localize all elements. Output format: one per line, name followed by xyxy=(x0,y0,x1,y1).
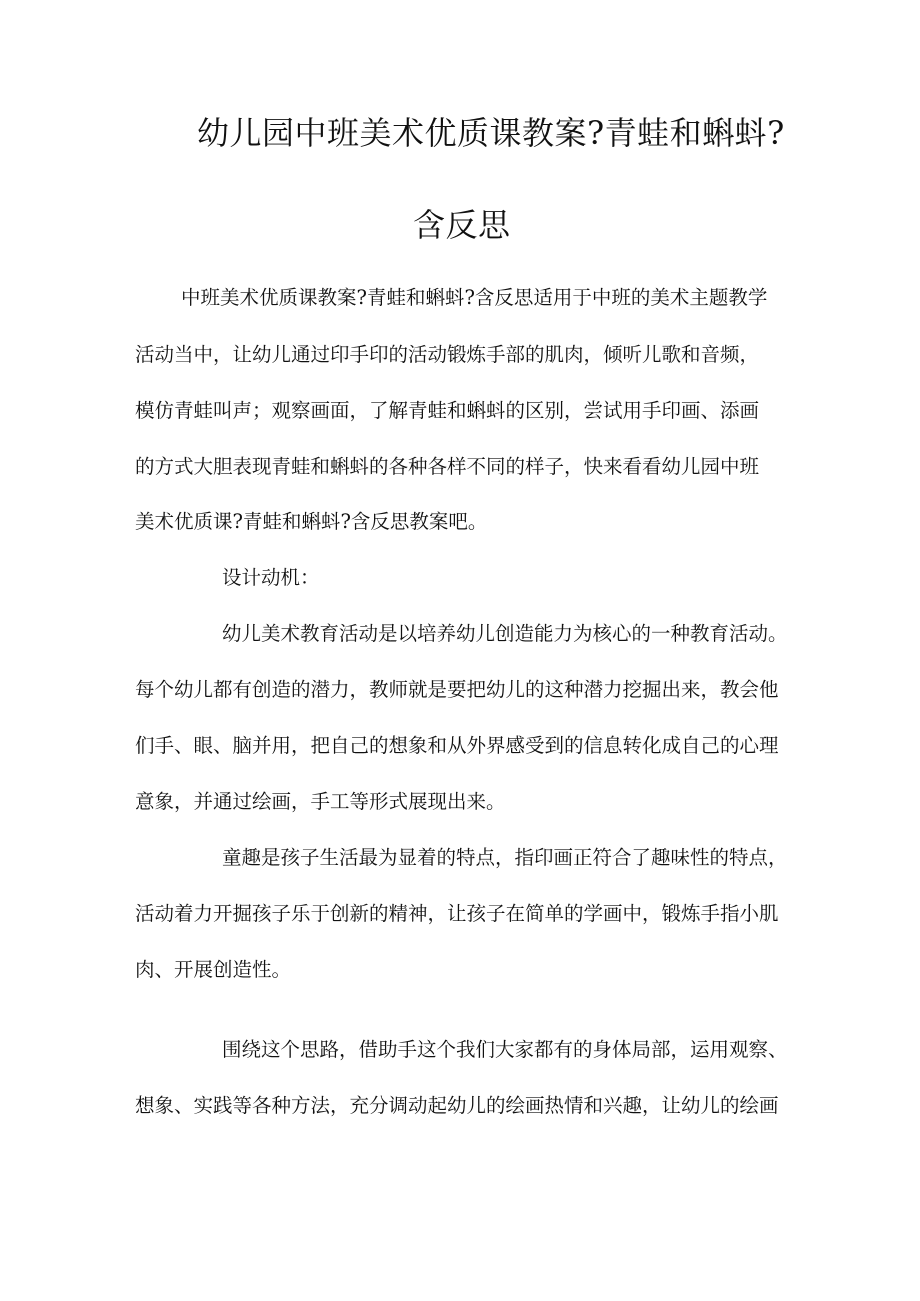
intro-line-2: 活动当中，让幼儿通过印手印的活动锻炼手部的肌肉，倾听儿歌和音频， xyxy=(135,343,760,366)
paragraph-2-line-1: 童趣是孩子生活最为显着的特点，指印画正符合了趣味性的特点， xyxy=(222,846,788,869)
intro-line-4: 的方式大胆表现青蛙和蝌蚪的各种各样不同的样子，快来看看幼儿园中班 xyxy=(135,455,760,478)
paragraph-3-line-1: 围绕这个思路，借助手这个我们大家都有的身体局部，运用观察、 xyxy=(222,1038,788,1061)
paragraph-1-line-4: 意象，并通过绘画，手工等形式展现出来。 xyxy=(135,790,506,813)
paragraph-3-line-2: 想象、实践等各种方法，充分调动起幼儿的绘画热情和兴趣，让幼儿的绘画 xyxy=(135,1094,779,1117)
intro-line-5: 美术优质课?青蛙和蝌蚪?含反思教案吧。 xyxy=(135,510,488,533)
section-heading: 设计动机： xyxy=(222,566,320,589)
document-title-line-1: 幼儿园中班美术优质课教案?青蛙和蝌蚪? xyxy=(197,114,785,152)
paragraph-1-line-3: 们手、眼、脑并用，把自己的想象和从外界感受到的信息转化成自己的心理 xyxy=(135,734,779,757)
paragraph-1-line-1: 幼儿美术教育活动是以培养幼儿创造能力为核心的一种教育活动。 xyxy=(222,622,788,645)
paragraph-2-line-2: 活动着力开掘孩子乐于创新的精神，让孩子在简单的学画中，锻炼手指小肌 xyxy=(135,902,779,925)
document-title-line-2: 含反思 xyxy=(413,206,511,244)
paragraph-1-line-2: 每个幼儿都有创造的潜力，教师就是要把幼儿的这种潜力挖掘出来，教会他 xyxy=(135,678,779,701)
intro-line-3: 模仿青蛙叫声；观察画面，了解青蛙和蝌蚪的区别，尝试用手印画、添画 xyxy=(135,399,760,422)
paragraph-2-line-3: 肉、开展创造性。 xyxy=(135,958,292,981)
intro-line-1: 中班美术优质课教案?青蛙和蝌蚪?含反思适用于中班的美术主题教学 xyxy=(181,286,768,309)
